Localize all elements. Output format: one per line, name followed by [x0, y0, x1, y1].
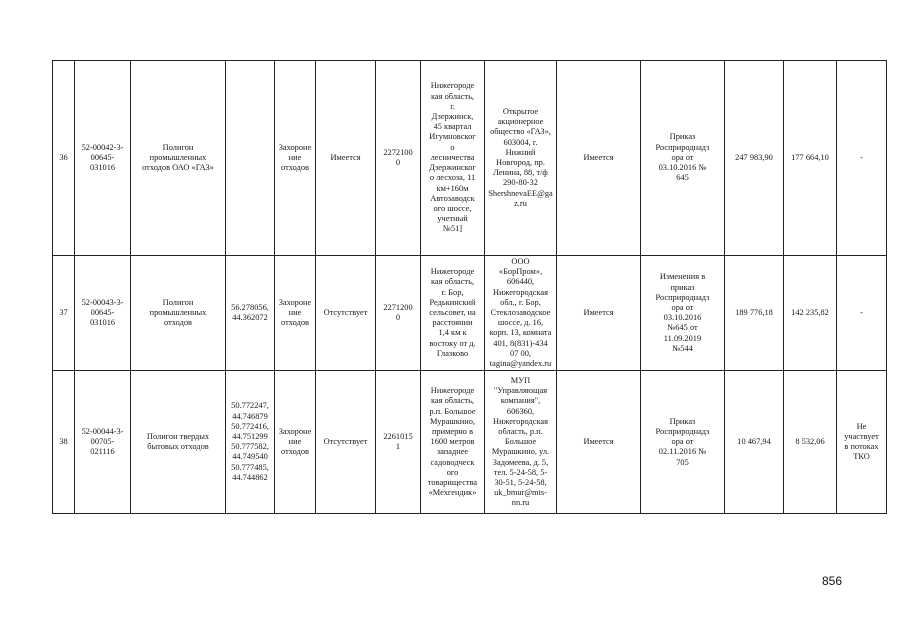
- cell-purpose: Захороне ние отходов: [275, 61, 316, 256]
- cell-purpose: Захороне ние отходов: [275, 256, 316, 371]
- cell-accumulated: 8 532,06: [784, 371, 837, 514]
- cell-tko: -: [837, 256, 887, 371]
- cell-location: Нижегороде кая область, р.п. Большое Мурашкино, примерно в 1600 метров западнее садоводческ ого товарищества «Мехгендик»: [421, 371, 485, 514]
- cell-object-code: 52-00044-3- 00705- 021116: [75, 371, 131, 514]
- cell-order: Изменения в приказ Росприроднадз ора от 03.10.2016 №645 от 11.09.2019 №544: [641, 256, 725, 371]
- cell-purpose: Захороне ние отходов: [275, 371, 316, 514]
- cell-number: 38: [53, 371, 75, 514]
- cell-number: 36: [53, 61, 75, 256]
- cell-object-code: 52-00043-3- 00645- 031016: [75, 256, 131, 371]
- cell-oktmo: 2261015 1: [376, 371, 421, 514]
- cell-license: Имеется: [316, 61, 376, 256]
- cell-tko: Не участвует в потоках ТКО: [837, 371, 887, 514]
- cell-tko: -: [837, 61, 887, 256]
- cell-operator: МУП "Управляющая компания", 606360, Нижегородская область, р.п. Большое Мурашкино, ул. Задомеева, д. 5, тел. 5-24-58, 5- 30-51, 5-24-58, uk_bmur@mts- nn.ru: [485, 371, 557, 514]
- cell-capacity: 247 983,90: [725, 61, 784, 256]
- cell-license: Отсутствует: [316, 256, 376, 371]
- cell-oktmo: 2272100 0: [376, 61, 421, 256]
- cell-object-name: Полигон промышленных отходов: [131, 256, 226, 371]
- cell-accumulated: 142 235,82: [784, 256, 837, 371]
- cell-accumulated: 177 664,10: [784, 61, 837, 256]
- cell-oktmo: 2271200 0: [376, 256, 421, 371]
- cell-order: Приказ Росприроднадз ора от 02.11.2016 № 705: [641, 371, 725, 514]
- cell-operator: ООО «БорПром», 606440, Нижегородская обл., г. Бор, Стеклозаводское шоссе, д. 16, корп. 13, комната 401, 8(831)-434 07 00, tagina@yandex.ru: [485, 256, 557, 371]
- cell-object-name: Полигон твердых бытовых отходов: [131, 371, 226, 514]
- cell-location: Нижегороде кая область, г. Дзержинск, 45 квартал Игумновског о лесничества Дзержинског о лесхоза, 11 км+160м Автозаводск ого шоссе, учетный №51]: [421, 61, 485, 256]
- cell-capacity: 10 467,94: [725, 371, 784, 514]
- cell-number: 37: [53, 256, 75, 371]
- table-row: [53, 256, 887, 371]
- page-number: 856: [822, 574, 843, 588]
- table-row: [53, 371, 887, 514]
- cell-coordinates: 56.278056, 44.362072: [226, 256, 275, 371]
- cell-coordinates: 50.772247, 44.746879 50.772416, 44.751299 50.777582, 44.749540 50.777485, 44.744862: [226, 371, 275, 514]
- cell-object-code: 52-00042-3- 00645- 031016: [75, 61, 131, 256]
- cell-monitoring: Имеется: [557, 256, 641, 371]
- cell-license: Отсутствует: [316, 371, 376, 514]
- cell-order: Приказ Росприроднадз ора от 03.10.2016 № 645: [641, 61, 725, 256]
- cell-location: Нижегороде кая область, г. Бор, Редькинский сельсовет, на расстоянии 1,4 км к востоку от д. Глазково: [421, 256, 485, 371]
- cell-operator: Открытое акционерное общество «ГАЗ», 603004, г. Нижний Новгород, пр. Ленина, 88, т/ф 290-80-32 ShershnevaEE@ga z.ru: [485, 61, 557, 256]
- waste-registry-table: [52, 60, 887, 514]
- table-row: [53, 61, 887, 256]
- cell-monitoring: Имеется: [557, 61, 641, 256]
- cell-monitoring: Имеется: [557, 371, 641, 514]
- cell-capacity: 189 776,18: [725, 256, 784, 371]
- cell-object-name: Полигон промышленных отходов ОАО «ГАЗ»: [131, 61, 226, 256]
- cell-coordinates: [226, 61, 275, 256]
